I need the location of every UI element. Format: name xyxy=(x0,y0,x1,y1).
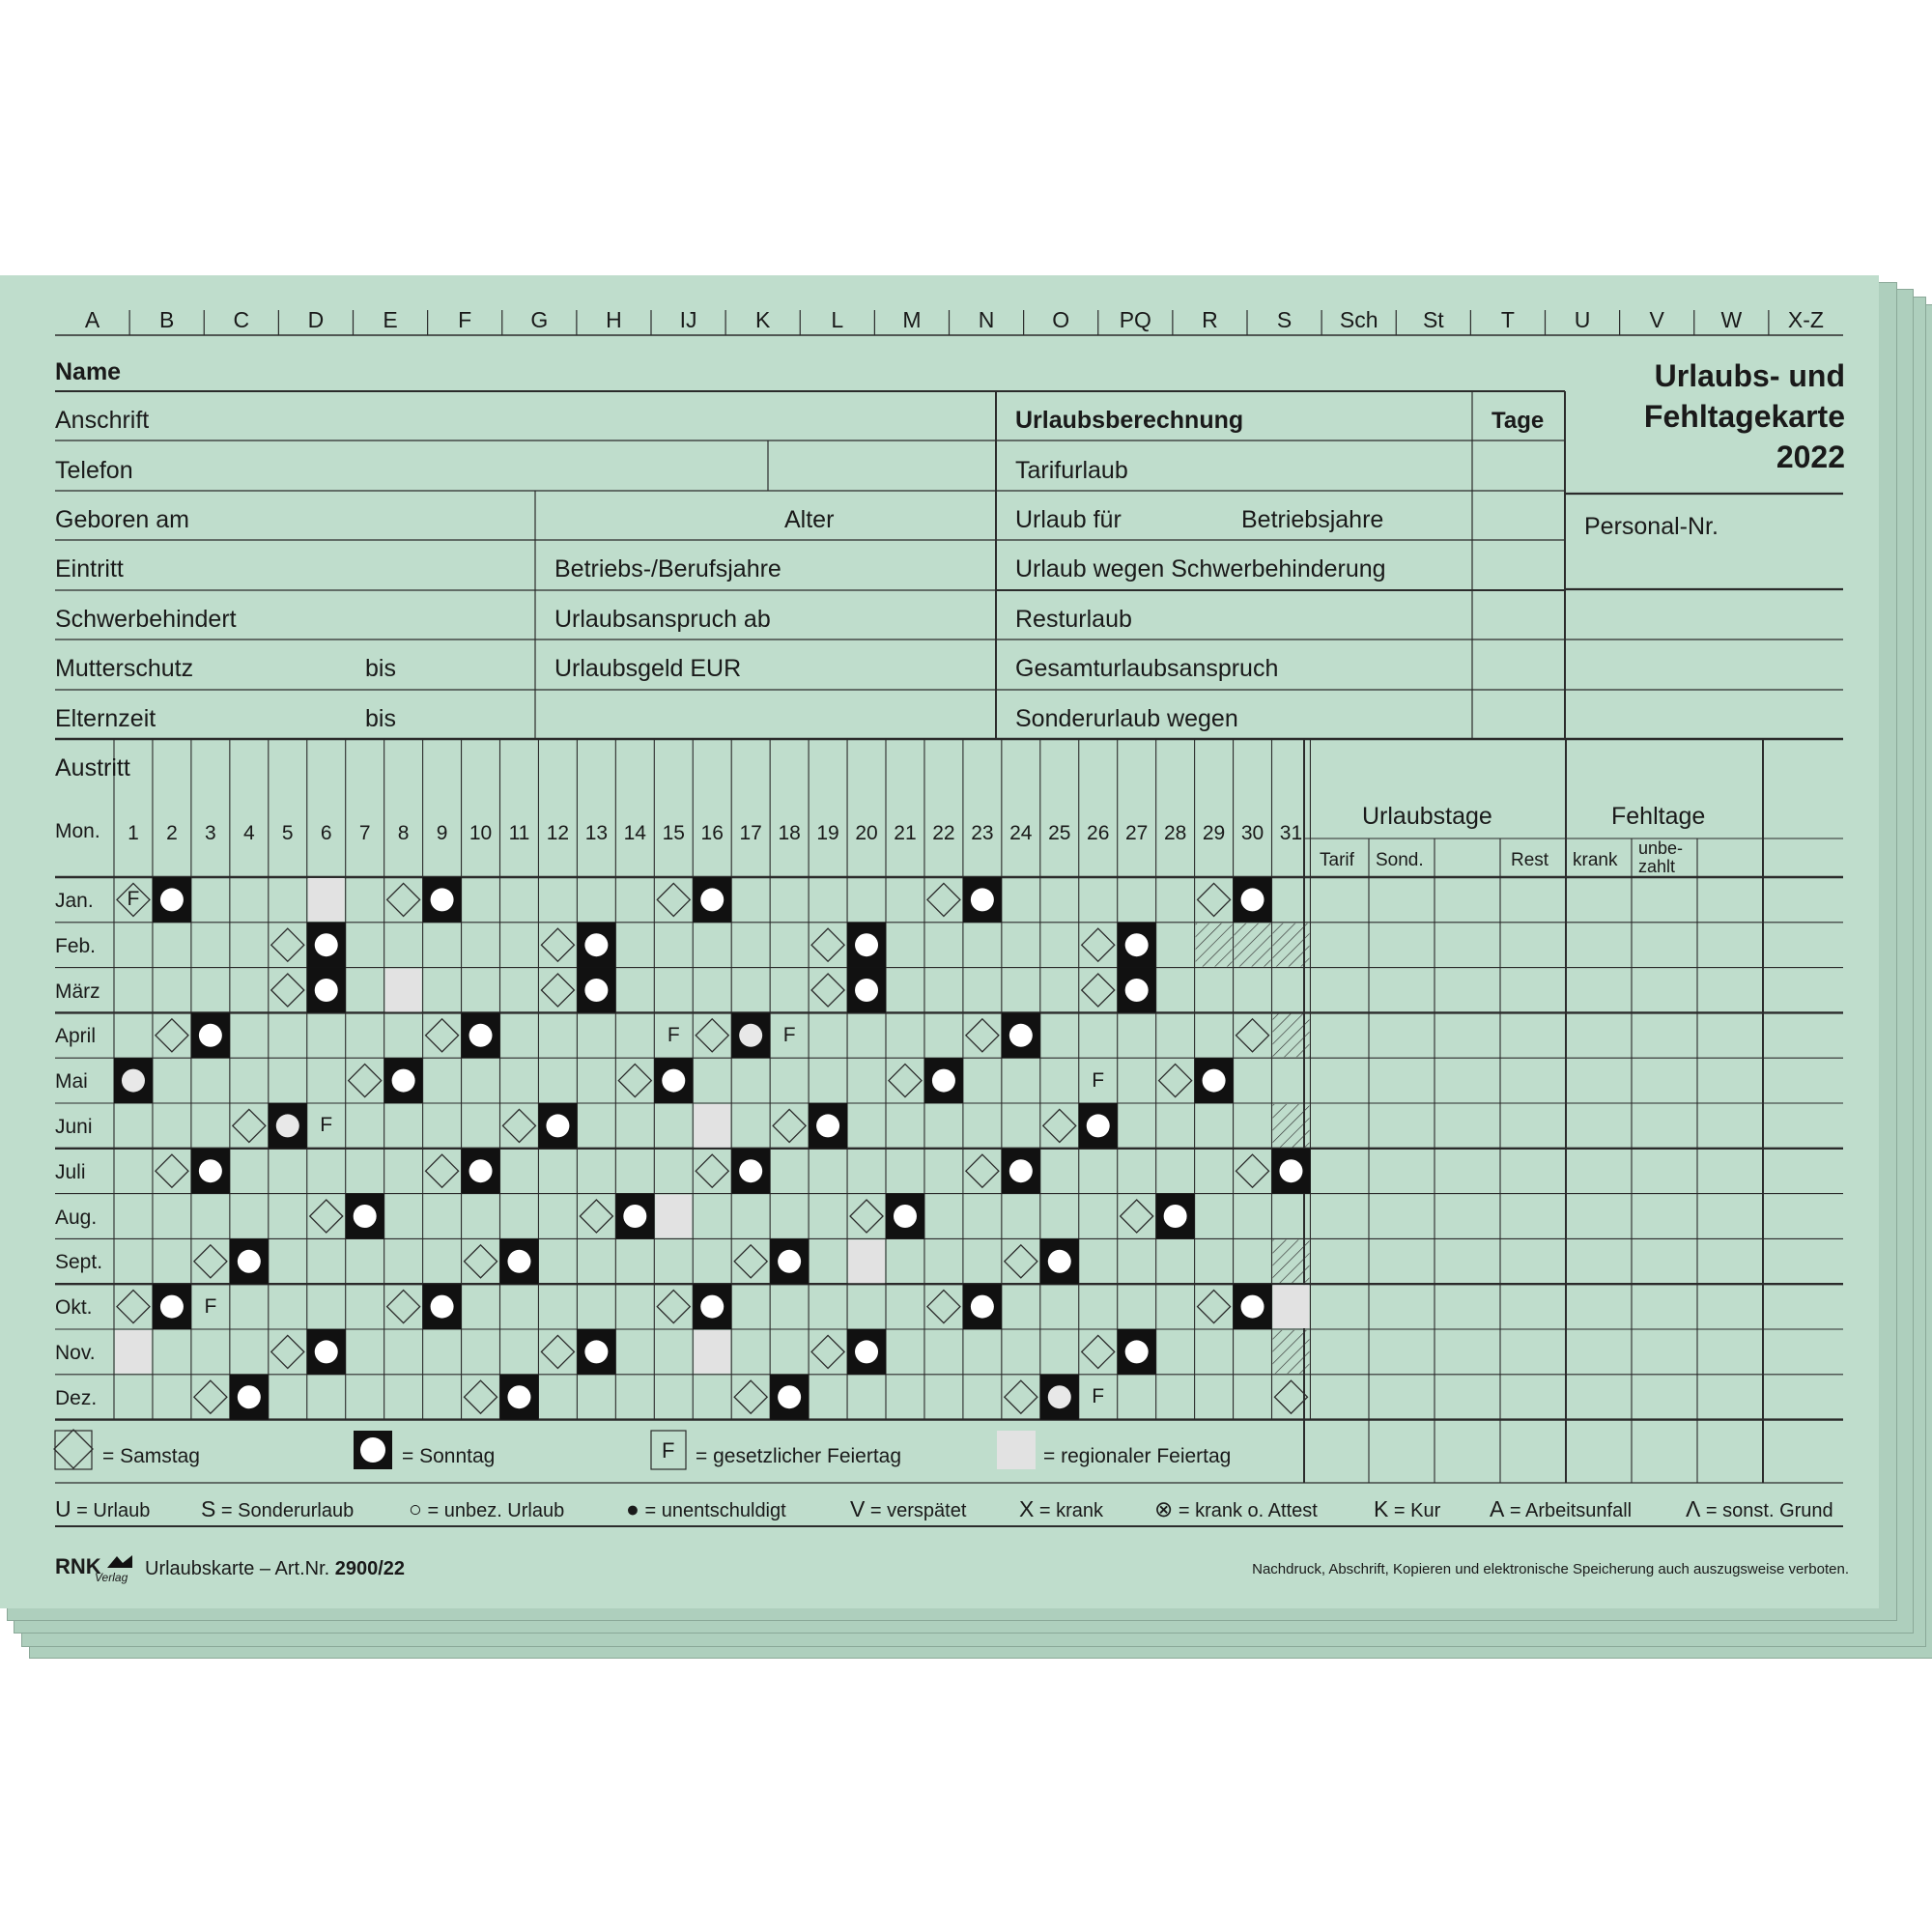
month-label-2: Feb. xyxy=(55,934,97,957)
alpha-tab-a: A xyxy=(84,307,100,332)
saturday-diamond-icon xyxy=(387,1291,420,1323)
holiday-sunday-dot xyxy=(739,1024,762,1047)
month-column-header: Mon. xyxy=(55,820,100,842)
saturday-diamond-icon xyxy=(1198,883,1231,916)
sunday-dot xyxy=(1164,1205,1187,1228)
saturday-diamond-icon xyxy=(194,1245,227,1278)
saturday-diamond-icon xyxy=(387,883,420,916)
code-symbol: S xyxy=(201,1496,216,1521)
saturday-diamond-icon xyxy=(1005,1380,1037,1413)
sunday-dot xyxy=(662,1069,685,1093)
code-symbol: ⊗ xyxy=(1154,1496,1174,1521)
month-label-9: Sept. xyxy=(55,1251,103,1274)
urlaubstage-header: Urlaubstage xyxy=(1362,803,1492,830)
sunday-dot xyxy=(238,1385,261,1408)
calc-row-urlaub-fuer: Urlaub für xyxy=(1015,506,1122,533)
day-number-17: 17 xyxy=(739,822,762,844)
saturday-diamond-icon xyxy=(1121,1200,1153,1233)
holiday-f-letter: F xyxy=(320,1114,333,1137)
geboren-am-label: Geboren am xyxy=(55,506,189,533)
day-number-12: 12 xyxy=(546,822,570,844)
calc-row-resturlaub: Resturlaub xyxy=(1015,606,1132,633)
sunday-dot xyxy=(199,1159,222,1182)
sunday-dot xyxy=(469,1159,493,1182)
sunday-dot xyxy=(160,1295,184,1319)
sunday-dot xyxy=(700,888,724,911)
sunday-dot xyxy=(315,1340,338,1363)
day-number-24: 24 xyxy=(1009,822,1033,844)
code-5 xyxy=(850,1498,966,1520)
alpha-tab-l: L xyxy=(831,307,844,332)
code-text: = sonst. Grund xyxy=(1700,1500,1833,1521)
brand-arrow-icon xyxy=(107,1554,132,1570)
saturday-diamond-icon xyxy=(194,1380,227,1413)
sunday-dot xyxy=(1279,1159,1302,1182)
holiday-f-letter: F xyxy=(1092,1068,1105,1092)
sunday-dot xyxy=(778,1250,801,1273)
day-number-10: 10 xyxy=(469,822,493,844)
sunday-dot xyxy=(778,1385,801,1408)
sunday-dot xyxy=(855,979,878,1002)
code-3 xyxy=(409,1498,564,1520)
month-label-1: Jan. xyxy=(55,890,94,912)
month-label-6: Juni xyxy=(55,1116,93,1138)
sunday-dot xyxy=(1203,1069,1226,1093)
legend-saturday-icon xyxy=(54,1430,93,1468)
saturday-diamond-icon xyxy=(349,1065,382,1097)
sunday-dot xyxy=(623,1205,646,1228)
code-symbol: K xyxy=(1374,1496,1389,1521)
saturday-diamond-icon xyxy=(811,1335,844,1368)
calc-row-sonderurlaub: Sonderurlaub wegen xyxy=(1015,705,1238,732)
day-number-8: 8 xyxy=(397,822,410,844)
brand-logo: RNK xyxy=(55,1554,101,1578)
sunday-dot xyxy=(546,1114,569,1137)
day-number-30: 30 xyxy=(1240,822,1264,844)
day-number-27: 27 xyxy=(1124,822,1149,844)
regional-holiday-cell xyxy=(308,878,345,922)
sunday-dot xyxy=(971,888,994,911)
telefon-label: Telefon xyxy=(55,457,133,484)
alpha-tab-pq: PQ xyxy=(1119,307,1151,332)
alpha-tab-d: D xyxy=(307,307,325,332)
saturday-diamond-icon xyxy=(1082,1335,1115,1368)
code-6 xyxy=(1019,1498,1103,1520)
saturday-diamond-icon xyxy=(1159,1065,1192,1097)
invalid-day-hatch xyxy=(1196,923,1233,967)
tage-header: Tage xyxy=(1492,408,1545,434)
vacation-card xyxy=(0,275,1879,1608)
day-number-25: 25 xyxy=(1048,822,1071,844)
sunday-dot xyxy=(894,1205,917,1228)
urlaubsberechnung-header: Urlaubsberechnung xyxy=(1015,407,1244,434)
invalid-day-hatch xyxy=(1273,1239,1310,1283)
alpha-tab-k: K xyxy=(755,307,771,332)
saturday-diamond-icon xyxy=(271,974,304,1007)
copyright-notice: Nachdruck, Abschrift, Kopieren und elektronische Speicherung auch auszugsweise verboten. xyxy=(1252,1561,1849,1577)
saturday-diamond-icon xyxy=(773,1109,806,1142)
saturday-diamond-icon xyxy=(734,1245,767,1278)
alpha-tab-st: St xyxy=(1422,307,1444,332)
sunday-dot xyxy=(816,1114,839,1137)
month-label-12: Dez. xyxy=(55,1386,98,1409)
code-4 xyxy=(626,1498,786,1520)
holiday-sunday-dot xyxy=(1048,1385,1071,1408)
saturday-diamond-icon xyxy=(271,928,304,961)
urlaubsgeld-label: Urlaubsgeld EUR xyxy=(554,655,742,682)
saturday-diamond-icon xyxy=(580,1200,612,1233)
anschrift-label: Anschrift xyxy=(55,407,150,434)
code-symbol: ○ xyxy=(409,1496,422,1521)
calc-row-tarifurlaub: Tarifurlaub xyxy=(1015,457,1128,484)
urlaubsanspruch-ab-label: Urlaubsanspruch ab xyxy=(554,606,771,633)
day-number-20: 20 xyxy=(855,822,878,844)
day-number-15: 15 xyxy=(662,822,685,844)
sunday-dot xyxy=(1125,933,1149,956)
regional-holiday-cell xyxy=(385,969,422,1012)
regional-holiday-cell xyxy=(694,1104,730,1148)
schwerbehindert-label: Schwerbehindert xyxy=(55,606,237,633)
sunday-dot xyxy=(431,888,454,911)
saturday-diamond-icon xyxy=(156,1154,188,1187)
legend-sunday-dot xyxy=(360,1437,385,1463)
code-text: = unentschuldigt xyxy=(639,1500,786,1521)
saturday-diamond-icon xyxy=(426,1154,459,1187)
alpha-tab-sch: Sch xyxy=(1339,307,1378,332)
code-symbol: U xyxy=(55,1496,71,1521)
betriebsjahre-label: Betriebs-/Berufsjahre xyxy=(554,555,781,582)
alpha-tab-w: W xyxy=(1720,307,1743,332)
alpha-tab-t: T xyxy=(1500,307,1515,332)
sunday-dot xyxy=(507,1385,530,1408)
fehltage-header: Fehltage xyxy=(1611,803,1706,830)
sunday-dot xyxy=(469,1024,493,1047)
saturday-diamond-icon xyxy=(426,1019,459,1052)
saturday-diamond-icon xyxy=(927,1291,960,1323)
day-number-22: 22 xyxy=(932,822,955,844)
day-number-18: 18 xyxy=(778,822,801,844)
alter-label: Alter xyxy=(784,506,835,533)
saturday-diamond-icon xyxy=(696,1154,728,1187)
holiday-f-letter: F xyxy=(127,888,140,911)
month-label-4: April xyxy=(55,1025,97,1048)
saturday-diamond-icon xyxy=(541,974,574,1007)
legend-saturday-box xyxy=(55,1431,92,1469)
code-symbol: V xyxy=(850,1496,866,1521)
elternzeit-label: Elternzeit xyxy=(55,705,156,732)
code-symbol: ● xyxy=(626,1496,639,1521)
saturday-diamond-icon xyxy=(1043,1109,1076,1142)
code-7 xyxy=(1154,1498,1318,1520)
invalid-day-hatch xyxy=(1235,923,1271,967)
mutterschutz-bis-label: bis xyxy=(365,655,396,682)
day-number-16: 16 xyxy=(700,822,724,844)
saturday-diamond-icon xyxy=(850,1200,883,1233)
saturday-diamond-icon xyxy=(1082,928,1115,961)
saturday-diamond-icon xyxy=(541,928,574,961)
sunday-dot xyxy=(584,1340,608,1363)
sunday-dot xyxy=(855,1340,878,1363)
saturday-diamond-icon xyxy=(618,1065,651,1097)
alpha-tab-v: V xyxy=(1649,307,1664,332)
card-title-line1: Urlaubs- und xyxy=(1654,358,1845,393)
day-number-26: 26 xyxy=(1087,822,1110,844)
day-number-13: 13 xyxy=(584,822,609,844)
day-number-3: 3 xyxy=(205,822,216,844)
sunday-dot xyxy=(1241,888,1264,911)
sunday-dot xyxy=(315,979,338,1002)
saturday-diamond-icon xyxy=(696,1019,728,1052)
name-label: Name xyxy=(55,358,122,385)
saturday-diamond-icon xyxy=(966,1154,999,1187)
regional-holiday-cell xyxy=(115,1330,152,1374)
saturday-diamond-icon xyxy=(734,1380,767,1413)
sunday-dot xyxy=(1048,1250,1071,1273)
month-label-5: Mai xyxy=(55,1070,88,1094)
day-number-31: 31 xyxy=(1279,822,1303,844)
day-number-2: 2 xyxy=(166,822,178,844)
alpha-tab-ij: IJ xyxy=(679,307,697,332)
regional-holiday-cell xyxy=(655,1195,692,1238)
legend-regional: = regionaler Feiertag xyxy=(1043,1445,1232,1467)
elternzeit-bis-label: bis xyxy=(365,705,396,732)
invalid-day-hatch xyxy=(1273,923,1310,967)
summary-col-unbezahlt-1: unbe- xyxy=(1638,838,1684,858)
month-label-3: März xyxy=(55,980,100,1003)
code-text: = Kur xyxy=(1388,1500,1441,1521)
code-1 xyxy=(55,1498,150,1520)
month-label-11: Nov. xyxy=(55,1342,96,1364)
eintritt-label: Eintritt xyxy=(55,555,124,582)
sunday-dot xyxy=(199,1024,222,1047)
holiday-f-letter: F xyxy=(782,1023,796,1046)
day-number-23: 23 xyxy=(971,822,994,844)
alpha-tab-g: G xyxy=(530,307,549,332)
sunday-dot xyxy=(584,979,608,1002)
alpha-tab-n: N xyxy=(978,307,995,332)
article-prefix: Urlaubskarte – Art.Nr. 2900/22 xyxy=(145,1558,406,1579)
saturday-diamond-icon xyxy=(271,1335,304,1368)
alpha-tab-f: F xyxy=(458,307,472,332)
holiday-sunday-dot xyxy=(122,1069,145,1093)
sunday-dot xyxy=(932,1069,955,1093)
code-10 xyxy=(1686,1498,1833,1520)
code-text: = Sonderurlaub xyxy=(215,1500,355,1521)
saturday-diamond-icon xyxy=(1274,1380,1307,1413)
code-symbol: Λ xyxy=(1686,1496,1701,1521)
sunday-dot xyxy=(392,1069,415,1093)
alpha-tab-b: B xyxy=(159,307,175,332)
code-8 xyxy=(1374,1498,1440,1520)
code-text: = verspätet xyxy=(865,1500,967,1521)
month-label-7: Juli xyxy=(55,1160,86,1183)
sunday-dot xyxy=(1087,1114,1110,1137)
sunday-dot xyxy=(160,888,184,911)
saturday-diamond-icon xyxy=(811,974,844,1007)
sunday-dot xyxy=(507,1250,530,1273)
saturday-diamond-icon xyxy=(1236,1019,1269,1052)
invalid-day-hatch xyxy=(1273,1330,1310,1374)
regional-holiday-cell xyxy=(848,1239,885,1283)
day-number-21: 21 xyxy=(894,822,917,844)
saturday-diamond-icon xyxy=(811,928,844,961)
saturday-diamond-icon xyxy=(657,883,690,916)
invalid-day-hatch xyxy=(1273,1104,1310,1148)
code-symbol: A xyxy=(1490,1496,1505,1521)
day-number-4: 4 xyxy=(242,822,255,844)
sunday-dot xyxy=(238,1250,261,1273)
day-number-14: 14 xyxy=(623,822,646,844)
saturday-diamond-icon xyxy=(966,1019,999,1052)
sunday-dot xyxy=(315,933,338,956)
saturday-diamond-icon xyxy=(156,1019,188,1052)
alpha-tab-e: E xyxy=(383,307,398,332)
brand-logo-sub: Verlag xyxy=(95,1571,128,1584)
month-label-10: Okt. xyxy=(55,1296,93,1320)
month-label-8: Aug. xyxy=(55,1206,98,1229)
legend-feiertag-symbol: F xyxy=(662,1438,675,1463)
holiday-f-letter: F xyxy=(204,1294,217,1318)
sunday-dot xyxy=(1125,1340,1149,1363)
regional-holiday-cell xyxy=(694,1330,730,1374)
code-text: = krank o. Attest xyxy=(1173,1500,1318,1521)
sunday-dot xyxy=(855,933,878,956)
code-text: = krank xyxy=(1034,1500,1104,1521)
alpha-tab-x-z: X-Z xyxy=(1787,307,1824,332)
alpha-tab-r: R xyxy=(1202,307,1218,332)
code-symbol: X xyxy=(1019,1496,1035,1521)
saturday-diamond-icon xyxy=(233,1109,266,1142)
saturday-diamond-icon xyxy=(927,883,960,916)
invalid-day-hatch xyxy=(1273,1013,1310,1057)
sunday-dot xyxy=(354,1205,377,1228)
legend-sonntag: = Sonntag xyxy=(402,1445,496,1467)
day-number-5: 5 xyxy=(281,822,294,844)
code-2 xyxy=(201,1498,354,1520)
sunday-dot xyxy=(1009,1024,1033,1047)
sunday-dot xyxy=(431,1295,454,1319)
saturday-diamond-icon xyxy=(889,1065,922,1097)
card-grid xyxy=(0,275,1879,1608)
day-number-11: 11 xyxy=(508,822,530,844)
summary-col-sond: Sond. xyxy=(1376,850,1424,870)
calc-row-schwerbehinderung: Urlaub wegen Schwerbehinderung xyxy=(1015,555,1386,582)
personal-nr-label: Personal-Nr. xyxy=(1584,513,1719,540)
holiday-f-letter: F xyxy=(667,1023,680,1046)
sunday-dot xyxy=(700,1295,724,1319)
holiday-f-letter: F xyxy=(1092,1385,1105,1408)
saturday-diamond-icon xyxy=(1236,1154,1269,1187)
day-number-6: 6 xyxy=(320,822,332,844)
day-number-28: 28 xyxy=(1163,822,1187,844)
alpha-tab-m: M xyxy=(902,307,922,332)
saturday-diamond-icon xyxy=(657,1291,690,1323)
saturday-diamond-icon xyxy=(310,1200,343,1233)
day-number-7: 7 xyxy=(358,822,371,844)
sunday-dot xyxy=(1241,1295,1264,1319)
code-9 xyxy=(1490,1498,1632,1520)
alpha-tab-o: O xyxy=(1052,307,1070,332)
alpha-tab-h: H xyxy=(606,307,622,332)
legend-samstag: = Samstag xyxy=(102,1445,200,1467)
sunday-dot xyxy=(1009,1159,1033,1182)
legend-feiertag: = gesetzlicher Feiertag xyxy=(696,1445,902,1467)
saturday-diamond-icon xyxy=(541,1335,574,1368)
saturday-diamond-icon xyxy=(1082,974,1115,1007)
saturday-diamond-icon xyxy=(465,1245,497,1278)
legend-regional-swatch xyxy=(997,1431,1036,1469)
saturday-diamond-icon xyxy=(1005,1245,1037,1278)
saturday-diamond-icon xyxy=(465,1380,497,1413)
summary-col-rest: Rest xyxy=(1511,850,1549,870)
day-number-9: 9 xyxy=(436,822,448,844)
saturday-diamond-icon xyxy=(117,1291,150,1323)
sunday-dot xyxy=(584,933,608,956)
sunday-dot xyxy=(971,1295,994,1319)
sunday-dot xyxy=(739,1159,762,1182)
day-number-19: 19 xyxy=(816,822,839,844)
austritt-label: Austritt xyxy=(55,754,130,781)
code-text: = Arbeitsunfall xyxy=(1504,1500,1633,1521)
alpha-tab-s: S xyxy=(1276,307,1293,332)
calc-row-betriebsjahre: Betriebsjahre xyxy=(1241,506,1384,533)
alpha-tab-u: U xyxy=(1574,307,1591,332)
calc-row-gesamturlaub: Gesamturlaubsanspruch xyxy=(1015,655,1279,682)
alpha-tab-c: C xyxy=(233,307,250,332)
sunday-dot xyxy=(1125,979,1149,1002)
code-text: = unbez. Urlaub xyxy=(421,1500,565,1521)
regional-holiday-cell xyxy=(1273,1285,1310,1328)
summary-col-unbezahlt-2: zahlt xyxy=(1638,857,1676,876)
holiday-sunday-dot xyxy=(276,1114,299,1137)
saturday-diamond-icon xyxy=(1198,1291,1231,1323)
day-number-29: 29 xyxy=(1202,822,1226,844)
card-title-line2: Fehltagekarte xyxy=(1643,399,1845,434)
summary-col-tarif: Tarif xyxy=(1320,850,1354,870)
card-title-year: 2022 xyxy=(1776,440,1845,474)
code-text: = Urlaub xyxy=(71,1500,151,1521)
saturday-diamond-icon xyxy=(502,1109,535,1142)
mutterschutz-label: Mutterschutz xyxy=(55,655,194,682)
summary-col-krank: krank xyxy=(1573,850,1618,870)
day-number-1: 1 xyxy=(128,822,139,844)
